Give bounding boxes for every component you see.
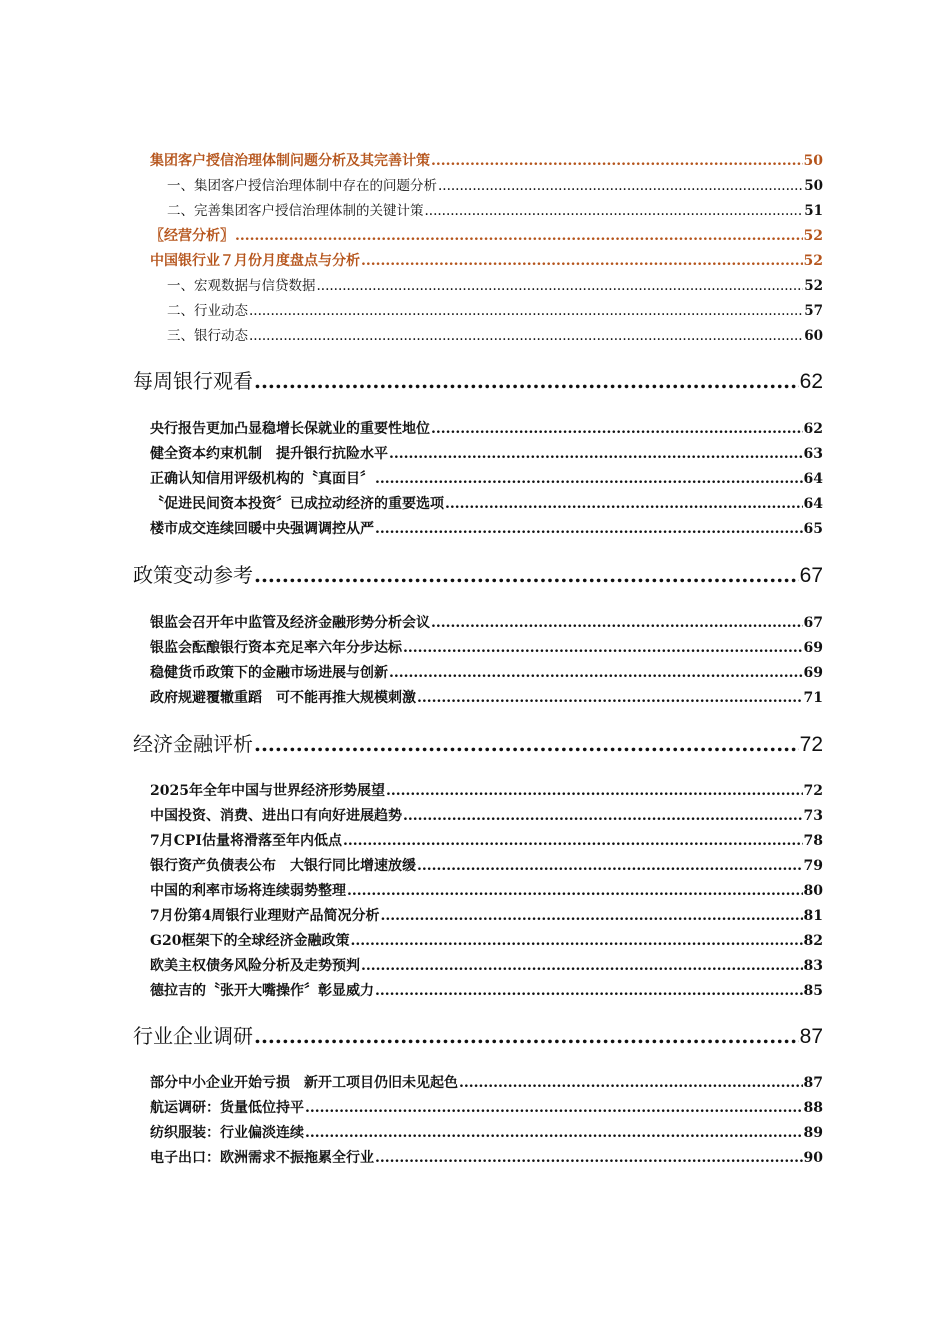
toc-entry[interactable]: 纺织服装：行业偏淡连续 ..... 89 xyxy=(150,1123,823,1143)
toc-entry[interactable]: 二、行业动态 ..... 57 xyxy=(167,301,823,321)
toc-entry[interactable]: 德拉吉的〝张开大嘴操作〞彰显威力 ..... 85 xyxy=(150,981,823,1001)
leader-dots xyxy=(431,151,803,171)
leader-dots xyxy=(417,856,803,876)
leader-dots xyxy=(235,226,803,246)
leader-dots xyxy=(254,1021,799,1051)
toc-entry[interactable]: 二、完善集团客户授信治理体制的关键计策 ..... 51 xyxy=(167,201,823,221)
toc-entry[interactable]: 央行报告更加凸显稳增长保就业的重要性地位 ..... 62 xyxy=(150,419,823,439)
toc-entry[interactable]: 稳健货币政策下的金融市场进展与创新 ..... 69 xyxy=(150,663,823,683)
toc-entry[interactable]: 中国的利率市场将连续弱势整理 ..... 80 xyxy=(150,881,823,901)
toc-entry[interactable]: 7月份第4周银行业理财产品简况分析 ..... 81 xyxy=(150,906,823,926)
leader-dots xyxy=(375,1148,803,1168)
toc-section-heading[interactable]: 经济金融评析 ..... 72 xyxy=(133,729,823,759)
toc-entry[interactable]: 楼市成交连续回暖中央强调调控从严 ..... 65 xyxy=(150,519,823,539)
toc-entry[interactable]: 一、集团客户授信治理体制中存在的问题分析 ..... 50 xyxy=(167,176,823,196)
toc-entry[interactable]: 航运调研：货量低位持平 ..... 88 xyxy=(150,1098,823,1118)
leader-dots xyxy=(317,276,804,296)
leader-dots xyxy=(386,781,803,801)
toc-entry[interactable]: 一、宏观数据与信贷数据 ..... 52 xyxy=(167,276,823,296)
leader-dots xyxy=(438,176,803,196)
toc-entry[interactable]: 部分中小企业开始亏损 新开工项目仍旧未见起色 ..... 87 xyxy=(150,1073,823,1093)
leader-dots xyxy=(403,638,803,658)
toc-entry[interactable]: 集团客户授信治理体制问题分析及其完善计策 ..... 50 xyxy=(150,151,823,171)
leader-dots xyxy=(389,663,803,683)
leader-dots xyxy=(361,251,803,271)
toc-entry[interactable]: 银行资产负债表公布 大银行同比增速放缓 ..... 79 xyxy=(150,856,823,876)
toc-entry[interactable]: 2025年全年中国与世界经济形势展望 ..... 72 xyxy=(150,781,823,801)
leader-dots xyxy=(431,419,803,439)
toc-entry[interactable]: 三、银行动态 ..... 60 xyxy=(167,326,823,346)
toc-entry[interactable]: 正确认知信用评级机构的〝真面目〞 ..... 64 xyxy=(150,469,823,489)
leader-dots xyxy=(375,981,803,1001)
toc-entry[interactable]: 电子出口：欧洲需求不振拖累全行业 ..... 90 xyxy=(150,1148,823,1168)
leader-dots xyxy=(305,1098,803,1118)
leader-dots xyxy=(425,201,804,221)
toc-section-heading[interactable]: 每周银行观看 ..... 62 xyxy=(133,366,823,396)
leader-dots xyxy=(375,469,803,489)
toc-entry[interactable]: 中国银行业７月份月度盘点与分析 ..... 52 xyxy=(150,251,823,271)
leader-dots xyxy=(375,519,803,539)
leader-dots xyxy=(459,1073,803,1093)
leader-dots xyxy=(361,956,803,976)
leader-dots xyxy=(249,301,803,321)
leader-dots xyxy=(249,326,803,346)
leader-dots xyxy=(343,831,803,851)
leader-dots xyxy=(254,729,799,759)
toc-entry[interactable]: 〝促进民间资本投资〞已成拉动经济的重要选项 ..... 64 xyxy=(150,494,823,514)
toc-entry[interactable]: 银监会酝酿银行资本充足率六年分步达标 ..... 69 xyxy=(150,638,823,658)
toc-entry[interactable]: 健全资本约束机制 提升银行抗险水平 ..... 63 xyxy=(150,444,823,464)
leader-dots xyxy=(403,806,803,826)
toc-entry[interactable]: 欧美主权债务风险分析及走势预判 ..... 83 xyxy=(150,956,823,976)
leader-dots xyxy=(389,444,803,464)
toc-entry[interactable]: 政府规避覆辙重蹈 可不能再推大规模刺激 ..... 71 xyxy=(150,688,823,708)
toc-entry[interactable]: 银监会召开年中监管及经济金融形势分析会议 ..... 67 xyxy=(150,613,823,633)
leader-dots xyxy=(347,881,803,901)
leader-dots xyxy=(445,494,803,514)
leader-dots xyxy=(254,560,799,590)
leader-dots xyxy=(380,906,802,926)
toc-entry[interactable]: G20框架下的全球经济金融政策 ..... 82 xyxy=(150,931,823,951)
toc-entry[interactable]: 〖经营分析〗 ..... 52 xyxy=(150,226,823,246)
toc-section-heading[interactable]: 政策变动参考 ..... 67 xyxy=(133,560,823,590)
leader-dots xyxy=(431,613,803,633)
toc-entry[interactable]: 中国投资、消费、进出口有向好进展趋势 ..... 73 xyxy=(150,806,823,826)
leader-dots xyxy=(254,366,799,396)
toc-entry[interactable]: 7月CPI估量将滑落至年内低点 ..... 78 xyxy=(150,831,823,851)
leader-dots xyxy=(417,688,803,708)
toc-section-heading[interactable]: 行业企业调研 ..... 87 xyxy=(133,1021,823,1051)
leader-dots xyxy=(350,931,802,951)
leader-dots xyxy=(305,1123,803,1143)
